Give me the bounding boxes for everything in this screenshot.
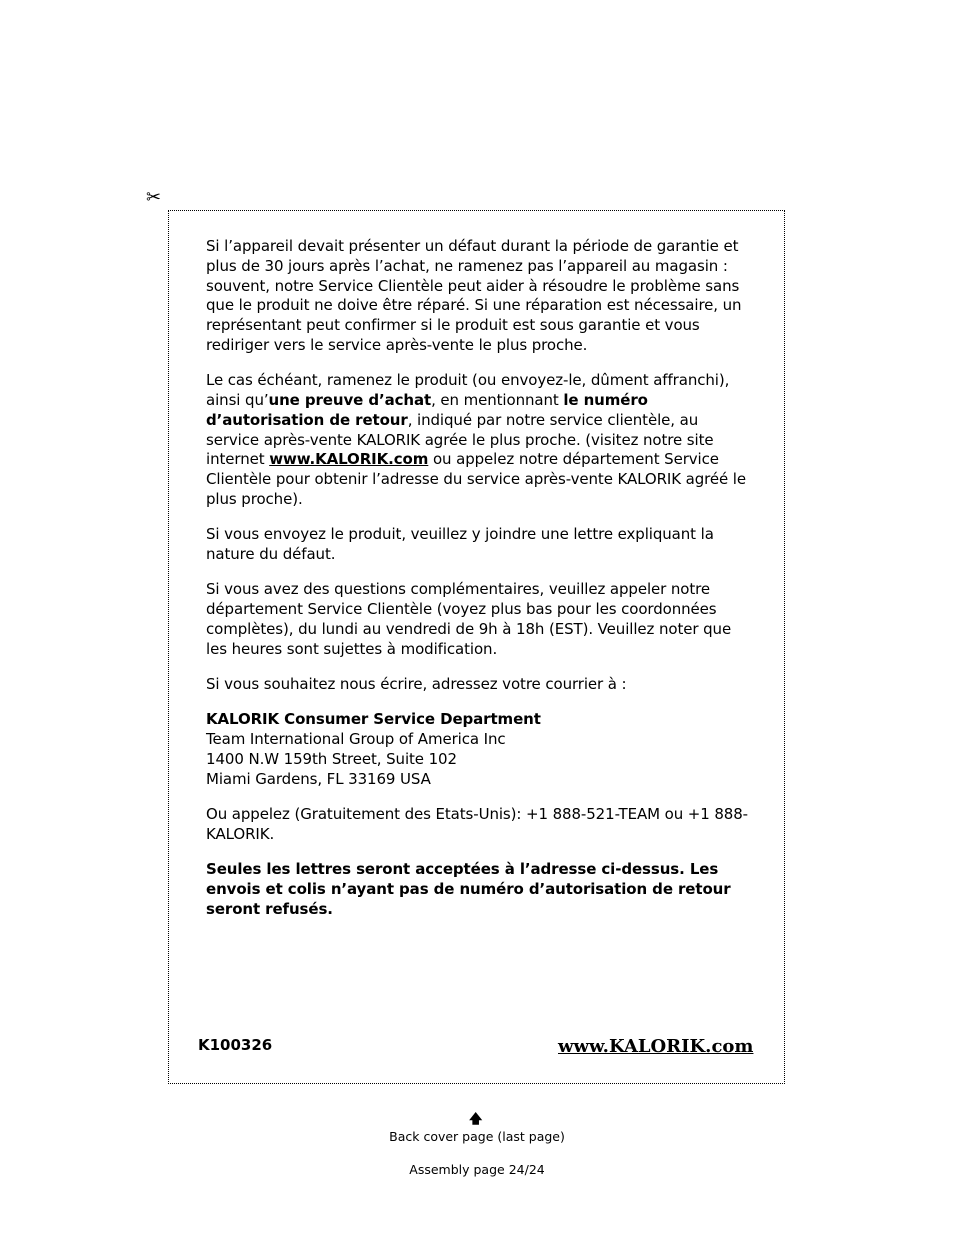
return-text-4: ou appelez notre département Service Clientèle pour obtenir l’adresse du service après-vente KALORIK agréé le plus proche). xyxy=(206,450,746,509)
paragraph-write: Si vous souhaitez nous écrire, adressez votre courrier à : xyxy=(206,675,627,694)
scissors-icon: ✂ xyxy=(146,187,162,208)
warranty-text xyxy=(206,237,751,935)
product-code: K100326 xyxy=(198,1036,273,1054)
paragraph-return xyxy=(206,371,751,510)
website-link[interactable]: www.KALORIK.com xyxy=(558,1036,754,1057)
return-authorization: le numéro d’autorisation de retour xyxy=(206,391,648,429)
address-line-2: 1400 N.W 159th Street, Suite 102 xyxy=(206,750,457,769)
mailing-address xyxy=(206,710,751,789)
notice-text: Seules les lettres seront acceptées à l’adresse ci-dessus. Les envois et colis n’ayant pas de numéro d’autorisation de retour seront refusés. xyxy=(206,860,731,918)
paragraph-defect: Si l’appareil devait présenter un défaut durant la période de garantie et plus de 30 jours après l’achat, ne ramenez pas l’appareil au magasin : souvent, notre Service Clientèle peut aider à résoudre le problème sans que le produit ne doive être réparé. Si une réparation est nécessaire, un représentant peut confirmer si le produit est sous garantie et vous rediriger vers le service après-vente le plus proche. xyxy=(206,237,742,354)
kalorik-link[interactable]: www.KALORIK.com xyxy=(269,450,429,469)
paragraph-phone: Ou appelez (Gratuitement des Etats-Unis): +1 888-521-TEAM ou +1 888-KALORIK. xyxy=(206,805,748,843)
assembly-page-label: Assembly page 24/24 xyxy=(409,1162,545,1177)
proof-of-purchase: une preuve d’achat xyxy=(268,391,432,410)
paragraph-letter: Si vous envoyez le produit, veuillez y joindre une lettre expliquant la nature du défaut. xyxy=(206,525,714,564)
arrow-up-icon: 🡅 xyxy=(469,1112,483,1127)
back-cover-label: Back cover page (last page) xyxy=(389,1129,565,1144)
return-text-1: Le cas échéant, ramenez le produit (ou envoyez-le, dûment affranchi), ainsi qu’ xyxy=(206,371,730,410)
return-text-2: , en mentionnant xyxy=(431,391,564,410)
return-text-3: , indiqué par notre service clientèle, au service après-vente KALORIK agrée le plus proche. (visitez notre site internet xyxy=(206,410,714,469)
paragraph-notice xyxy=(206,860,751,919)
address-line-1: Team International Group of America Inc xyxy=(206,730,506,749)
paragraph-questions: Si vous avez des questions complémentaires, veuillez appeler notre département Service Clientèle (voyez plus bas pour les coordonnées complètes), du lundi au vendredi de 9h à 18h (EST). Veuillez noter que les heures sont sujettes à modification. xyxy=(206,580,732,658)
address-line-3: Miami Gardens, FL 33169 USA xyxy=(206,769,431,788)
address-name: KALORIK Consumer Service Department xyxy=(206,710,541,729)
